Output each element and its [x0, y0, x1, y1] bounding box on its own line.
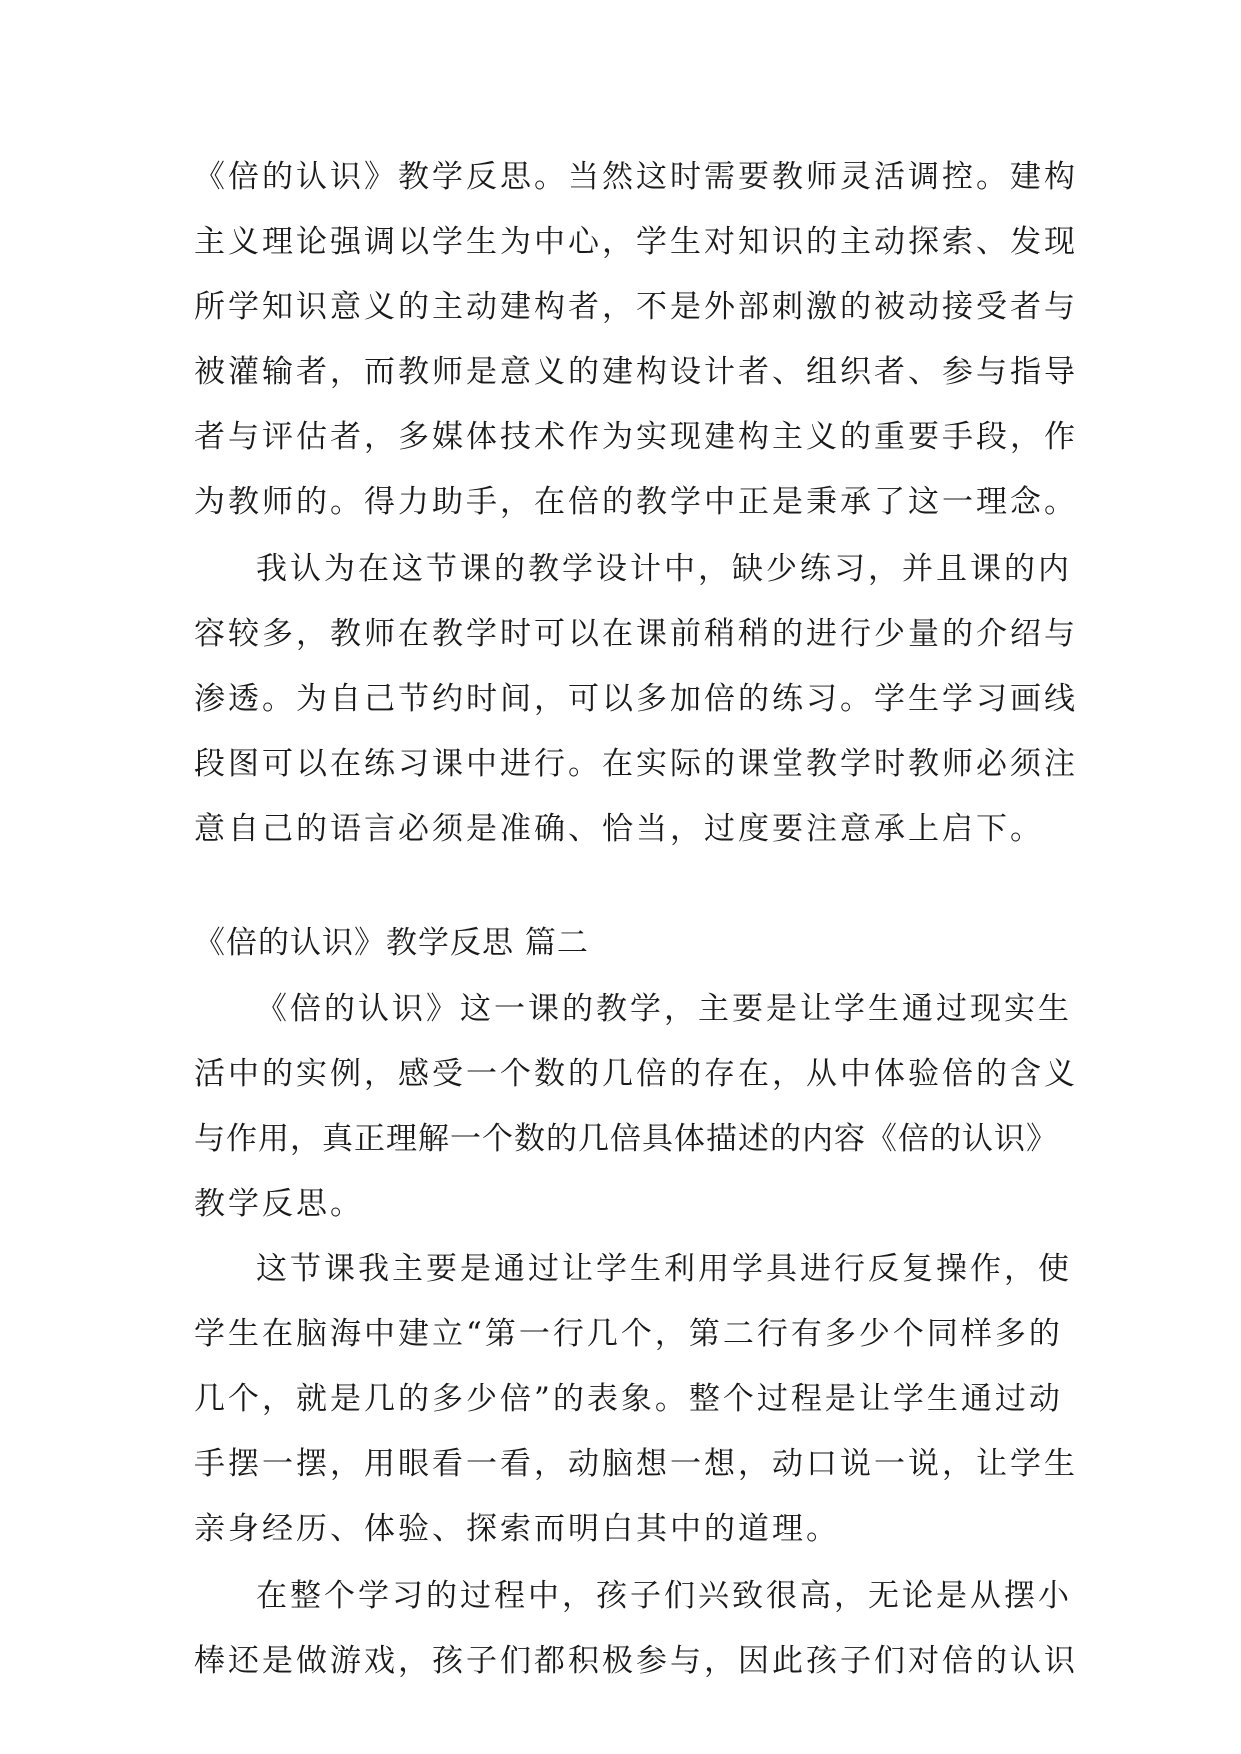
paragraph-line: 手摆一摆，用眼看一看，动脑想一想，动口说一说，让学生 — [194, 1446, 1078, 1482]
paragraph-line: 棒还是做游戏，孩子们都积极参与，因此孩子们对倍的认识 — [194, 1643, 1078, 1679]
paragraph-line: 被灌输者，而教师是意义的建构设计者、组织者、参与指导 — [194, 354, 1078, 390]
paragraph-line: 所学知识意义的主动建构者，不是外部刺激的被动接受者与 — [194, 289, 1078, 325]
paragraph-line: 与作用，真正理解一个数的几倍具体描述的内容《倍的认识》 — [194, 1121, 1058, 1157]
paragraph-line: 段图可以在练习课中进行。在实际的课堂教学时教师必须注 — [194, 746, 1078, 782]
paragraph-line: 《倍的认识》这一课的教学，主要是让学生通过现实生 — [256, 991, 1072, 1027]
paragraph-line: 《倍的认识》教学反思。当然这时需要教师灵活调控。建构 — [194, 159, 1078, 195]
paragraph-line: 为教师的。得力助手，在倍的教学中正是秉承了这一理念。 — [194, 484, 1078, 520]
paragraph-line: 亲身经历、体验、探索而明白其中的道理。 — [194, 1511, 840, 1547]
paragraph-line: 在整个学习的过程中，孩子们兴致很高，无论是从摆小 — [256, 1578, 1072, 1614]
section-heading: 《倍的认识》教学反思 篇二 — [194, 925, 589, 961]
paragraph-line: 渗透。为自己节约时间，可以多加倍的练习。学生学习画线 — [194, 681, 1078, 717]
paragraph-line: 活中的实例，感受一个数的几倍的存在，从中体验倍的含义 — [194, 1056, 1078, 1092]
paragraph-line: 学生在脑海中建立“第一行几个，第二行有多少个同样多的 — [194, 1316, 1063, 1352]
paragraph-line: 主义理论强调以学生为中心，学生对知识的主动探索、发现 — [194, 224, 1078, 260]
paragraph-line: 几个，就是几的多少倍”的表象。整个过程是让学生通过动 — [194, 1381, 1063, 1417]
paragraph-line: 容较多，教师在教学时可以在课前稍稍的进行少量的介绍与 — [194, 616, 1078, 652]
paragraph-line: 教学反思。 — [194, 1186, 364, 1222]
paragraph-line: 者与评估者，多媒体技术作为实现建构主义的重要手段，作 — [194, 419, 1078, 455]
paragraph-line: 这节课我主要是通过让学生利用学具进行反复操作，使 — [256, 1251, 1072, 1287]
paragraph-line: 意自己的语言必须是准确、恰当，过度要注意承上启下。 — [194, 811, 1044, 847]
paragraph-line: 我认为在这节课的教学设计中，缺少练习，并且课的内 — [256, 551, 1072, 587]
